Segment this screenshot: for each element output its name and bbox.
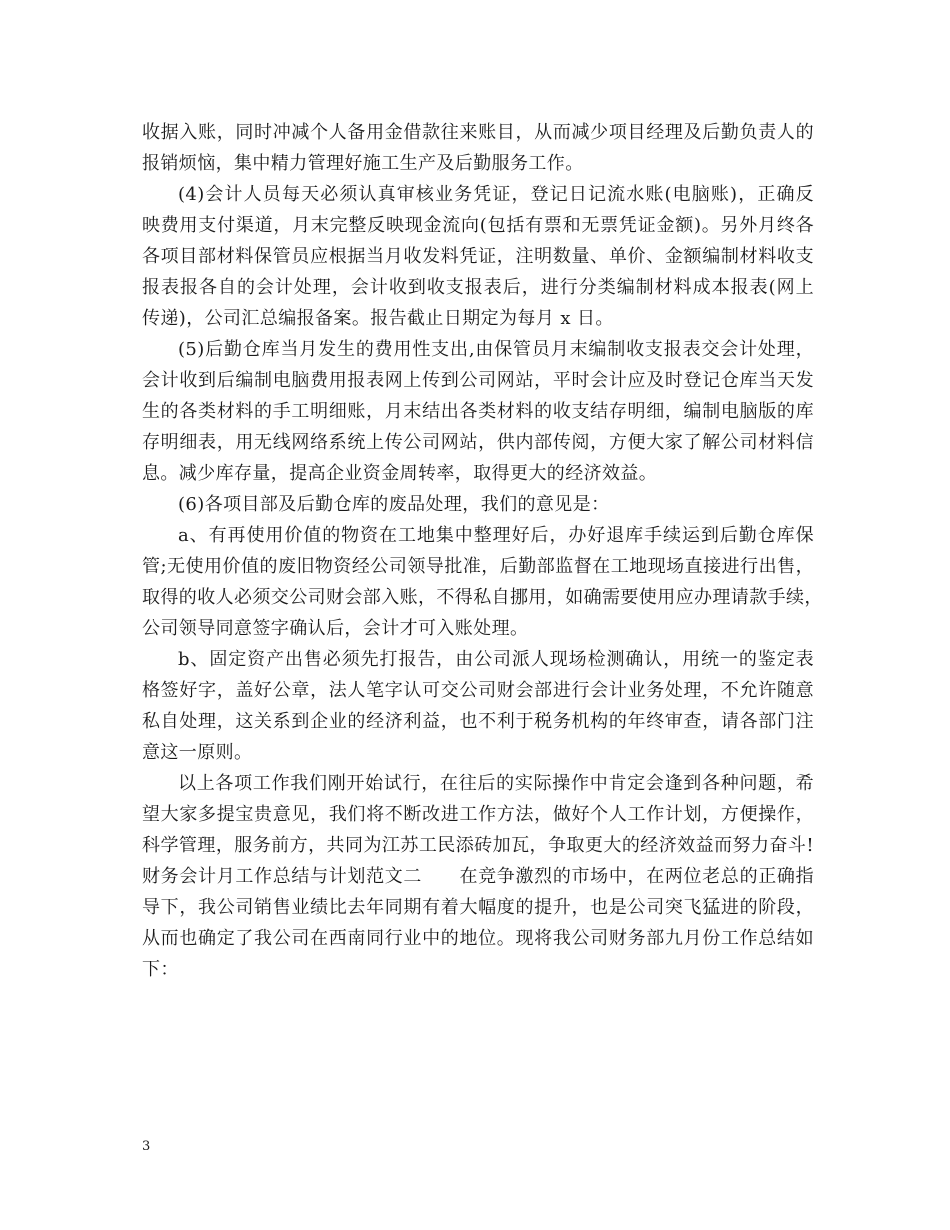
text-line: (5)后勤仓库当月发生的费用性支出,由保管员月末编制收支报表交会计处理，: [178, 339, 814, 360]
text-line: 各项目部材料保管员应根据当月收发料凭证，注明数量、单价、金额编制材料收支: [142, 246, 814, 267]
text-line: 报销烦恼，集中精力管理好施工生产及后勤服务工作。: [142, 153, 584, 174]
document-body: [142, 117, 823, 985]
text-line: (6)各项目部及后勤仓库的废品处理，我们的意见是：: [178, 494, 610, 515]
text-line: b、固定资产出售必须先打报告，由公司派人现场检测确认，用统一的鉴定表: [178, 649, 814, 670]
text-line: 格签好字，盖好公章，法人笔字认可交公司财会部进行会计业务处理，不允许随意: [142, 680, 814, 701]
text-line: 从而也确定了我公司在西南同行业中的地位。现将我公司财务部九月份工作总结如: [142, 928, 814, 949]
text-line: 映费用支付渠道，月末完整反映现金流向(包括有票和无票凭证金额)。另外月终各: [142, 215, 814, 236]
text-line: 导下，我公司销售业绩比去年同期有着大幅度的提升，也是公司突飞猛进的阶段，: [142, 897, 814, 918]
text-line: 意这一原则。: [142, 742, 253, 763]
text-line: 以上各项工作我们刚开始试行，在往后的实际操作中肯定会逢到各种问题，希: [178, 773, 814, 794]
text-line: 生的各类材料的手工明细账，月末结出各类材料的收支结存明细，编制电脑版的库: [142, 401, 814, 422]
text-line: a、有再使用价值的物资在工地集中整理好后，办好退库手续运到后勤仓库保: [178, 525, 814, 546]
text-line: (4)会计人员每天必须认真审核业务凭证，登记日记流水账(电脑账)，正确反: [178, 184, 814, 205]
page-number: 3: [142, 1139, 151, 1154]
text-line: 下：: [142, 959, 179, 980]
text-line: 息。减少库存量，提高企业资金周转率，取得更大的经济效益。: [142, 463, 658, 484]
text-line: 管;无使用价值的废旧物资经公司领导批准，后勤部监督在工地现场直接进行出售，: [142, 556, 814, 577]
text-line: 科学管理，服务前方，共同为江苏工民添砖加瓦，争取更大的经济效益而努力奋斗!: [142, 835, 814, 856]
text-line: 报表报各自的会计处理，会计收到收支报表后，进行分类编制材料成本报表(网上: [142, 277, 814, 298]
text-line: 会计收到后编制电脑费用报表网上传到公司网站，平时会计应及时登记仓库当天发: [142, 370, 814, 391]
text-line: 私自处理，这关系到企业的经济利益，也不利于税务机构的年终审查，请各部门注: [142, 711, 814, 732]
text-line: 公司领导同意签字确认后，会计才可入账处理。: [142, 618, 529, 639]
text-line: 传递)，公司汇总编报备案。报告截止日期定为每月 x 日。: [142, 308, 614, 329]
text-line: 取得的收人必须交公司财会部入账，不得私自挪用，如确需要使用应办理请款手续，: [142, 587, 823, 608]
text-line: 收据入账，同时冲减个人备用金借款往来账目，从而减少项目经理及后勤负责人的: [142, 122, 814, 143]
text-line: 望大家多提宝贵意见，我们将不断改进工作方法，做好个人工作计划，方便操作，: [142, 804, 814, 825]
text-line: 财务会计月工作总结与计划范文二 在竞争激烈的市场中，在两位老总的正确指: [142, 866, 814, 887]
text-line: 存明细表，用无线网络系统上传公司网站，供内部传阅，方便大家了解公司材料信: [142, 432, 814, 453]
